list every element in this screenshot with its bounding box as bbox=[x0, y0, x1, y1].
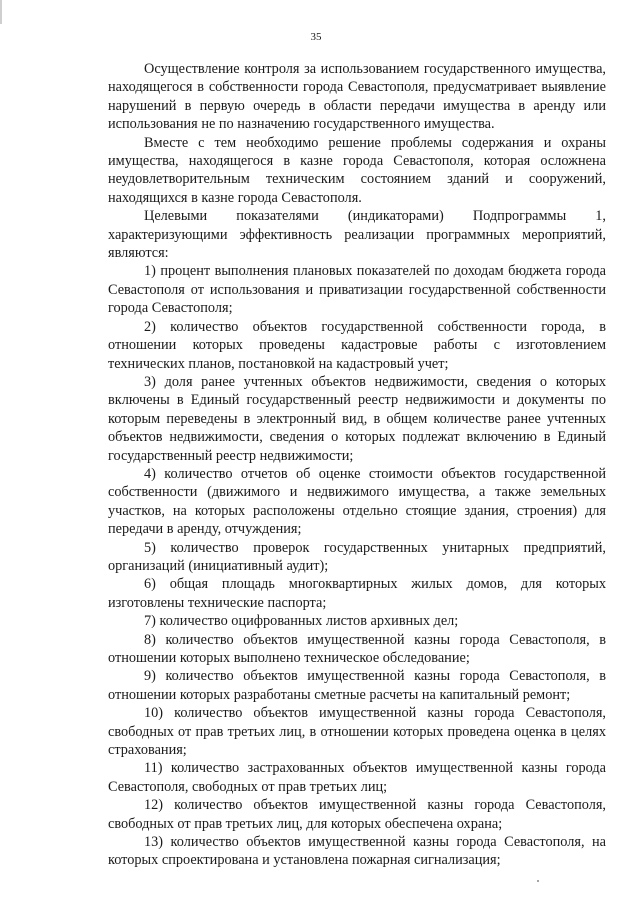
list-item: 2) количество объектов государственной собственности города, в отношении которых проведены кадастровые работы с изготовлением технических планов, постановкой на кадастровый учет; bbox=[108, 318, 606, 372]
list-item: 10) количество объектов имущественной казны города Севастополя, свободных от прав третьих лиц, в отношении которых проведена оценка в целях страхования; bbox=[108, 705, 606, 759]
paragraph-problem: Вместе с тем необходимо решение проблемы содержания и охраны имущества, находящегося в казне города Севастополя, которая осложнена неудовлетворительным техническим состоянием зданий и сооружений, находящихся в казне города Севастополя. bbox=[108, 134, 606, 206]
list-item: 3) доля ранее учтенных объектов недвижимости, сведения о которых включены в Единый государственный реестр недвижимости и документы по которым переведены в электронный вид, в общем количестве ранее учтенных объектов недвижимости, сведения о которых подлежат включению в Единый государственный реестр недвижимости; bbox=[108, 373, 606, 464]
list-item: 8) количество объектов имущественной казны города Севастополя, в отношении которых выполнено техническое обследование; bbox=[108, 631, 606, 666]
list-item: 1) процент выполнения плановых показателей по доходам бюджета города Севастополя от использования и приватизации государственной собственности города Севастополя; bbox=[108, 263, 606, 317]
paragraph-control: Осуществление контроля за использованием государственного имущества, находящегося в собственности города Севастополя, предусматривает выявление нарушений в первую очередь в области передачи имущества в аренду или использования не по назначению государственного имущества. bbox=[108, 61, 606, 133]
list-item: 4) количество отчетов об оценке стоимости объектов государственной собственности (движимого и недвижимого имущества, а также земельных участков, на которых расположены отдельно стоящие здания, строения) для передачи в аренду, отчуждения; bbox=[108, 465, 606, 538]
paragraph-indicators-intro: Целевыми показателями (индикаторами) Подпрограммы 1, характеризующими эффективность реализации программных мероприятий, являются: bbox=[108, 208, 606, 262]
list-item: 7) количество оцифрованных листов архивных дел; bbox=[144, 613, 459, 630]
list-item: 6) общая площадь многоквартирных жилых домов, для которых изготовлены технические паспорта; bbox=[108, 576, 606, 611]
document-body bbox=[108, 60, 606, 870]
list-item: 11) количество застрахованных объектов имущественной казны города Севастополя, свободных от прав третьих лиц; bbox=[108, 760, 606, 795]
list-item: 12) количество объектов имущественной казны города Севастополя, свободных от прав третьих лиц, для которых обеспечена охрана; bbox=[108, 797, 606, 832]
list-item: 5) количество проверок государственных унитарных предприятий, организаций (инициативный аудит); bbox=[108, 539, 606, 574]
scan-edge-mark bbox=[0, 0, 2, 24]
page-number: 35 bbox=[310, 31, 322, 43]
scan-speck bbox=[537, 880, 539, 882]
list-item: 13) количество объектов имущественной казны города Севастополя, на которых спроектирована и установлена пожарная сигнализация; bbox=[108, 834, 606, 869]
list-item: 9) количество объектов имущественной казны города Севастополя, в отношении которых разработаны сметные расчеты на капитальный ремонт; bbox=[108, 668, 606, 703]
